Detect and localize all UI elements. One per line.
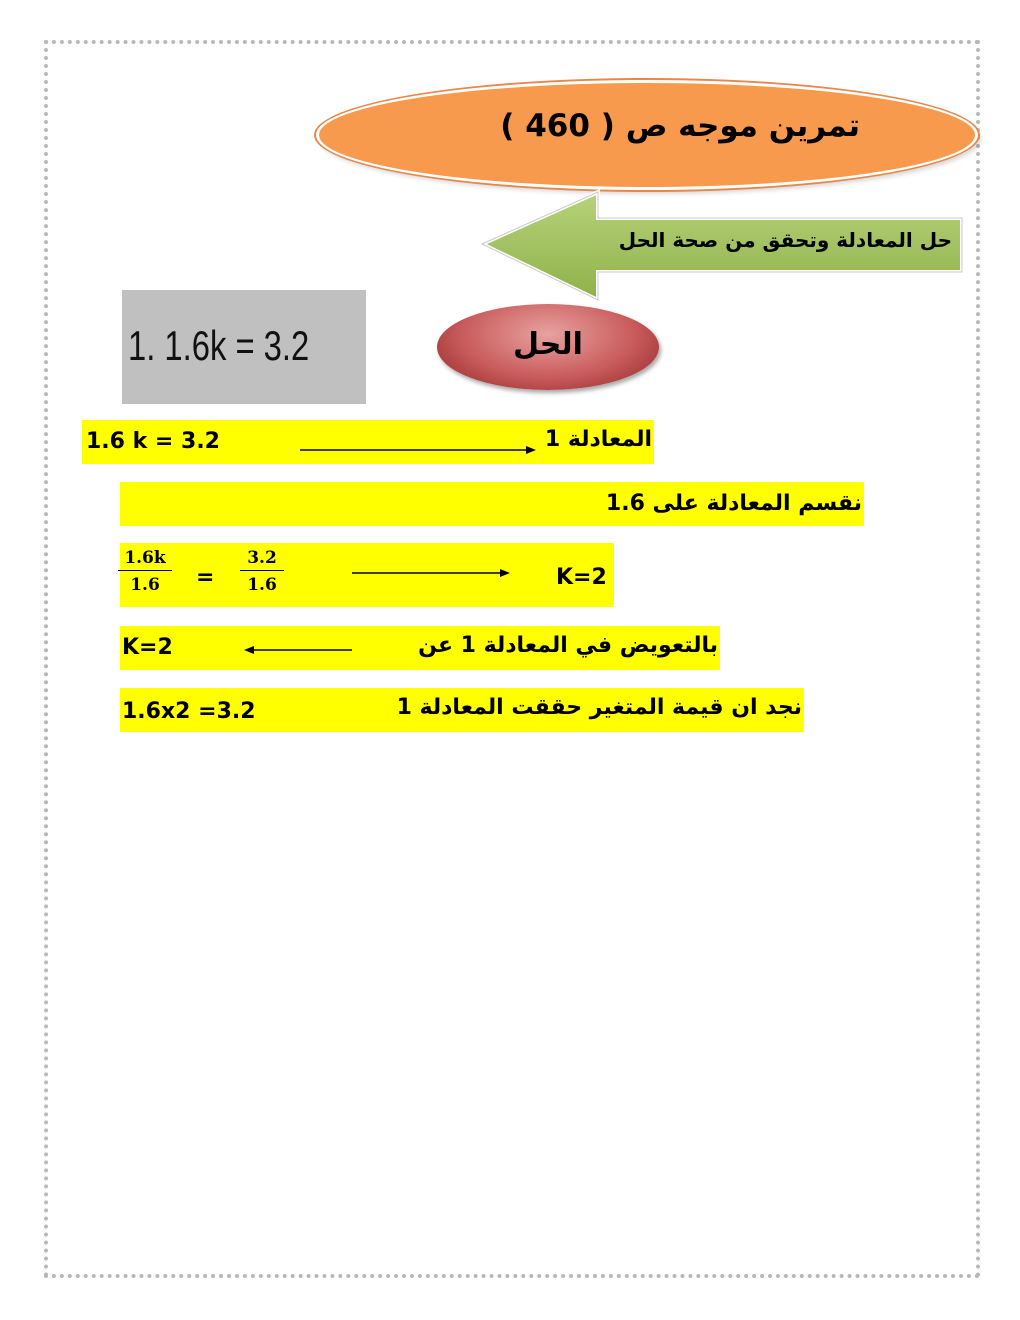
instruction-text: حل المعادلة وتحقق من صحة الحل xyxy=(618,228,952,252)
step-5-equation: 1.6x2 =3.2 xyxy=(122,699,256,724)
page-title: تمرين موجه ص ( 460 ) xyxy=(500,108,860,144)
step-1-equation: 1.6 k = 3.2 xyxy=(86,429,220,454)
fraction-2 xyxy=(240,548,284,595)
step-5-text: نجد ان قيمة المتغير حققت المعادلة 1 xyxy=(396,695,802,720)
fraction-1-denominator: 1.6 xyxy=(130,575,160,595)
step-4-arrow xyxy=(244,644,354,656)
step-2-text: نقسم المعادلة على 1.6 xyxy=(605,491,862,516)
step-4-text: بالتعويض في المعادلة 1 عن xyxy=(418,633,718,658)
fraction-2-denominator: 1.6 xyxy=(247,575,277,595)
step-4-value: K=2 xyxy=(122,635,173,660)
fraction-2-numerator: 3.2 xyxy=(240,548,284,571)
step-3-result: K=2 xyxy=(556,565,607,590)
step-3-arrow xyxy=(352,567,512,579)
fraction-1-numerator: 1.6k xyxy=(118,548,172,571)
question-equation: 1. 1.6k = 3.2 xyxy=(128,322,310,369)
step-1-label: المعادلة 1 xyxy=(544,427,652,452)
solution-label: الحل xyxy=(513,327,583,362)
step-3-equals: = xyxy=(196,565,215,590)
fraction-1 xyxy=(118,548,172,595)
